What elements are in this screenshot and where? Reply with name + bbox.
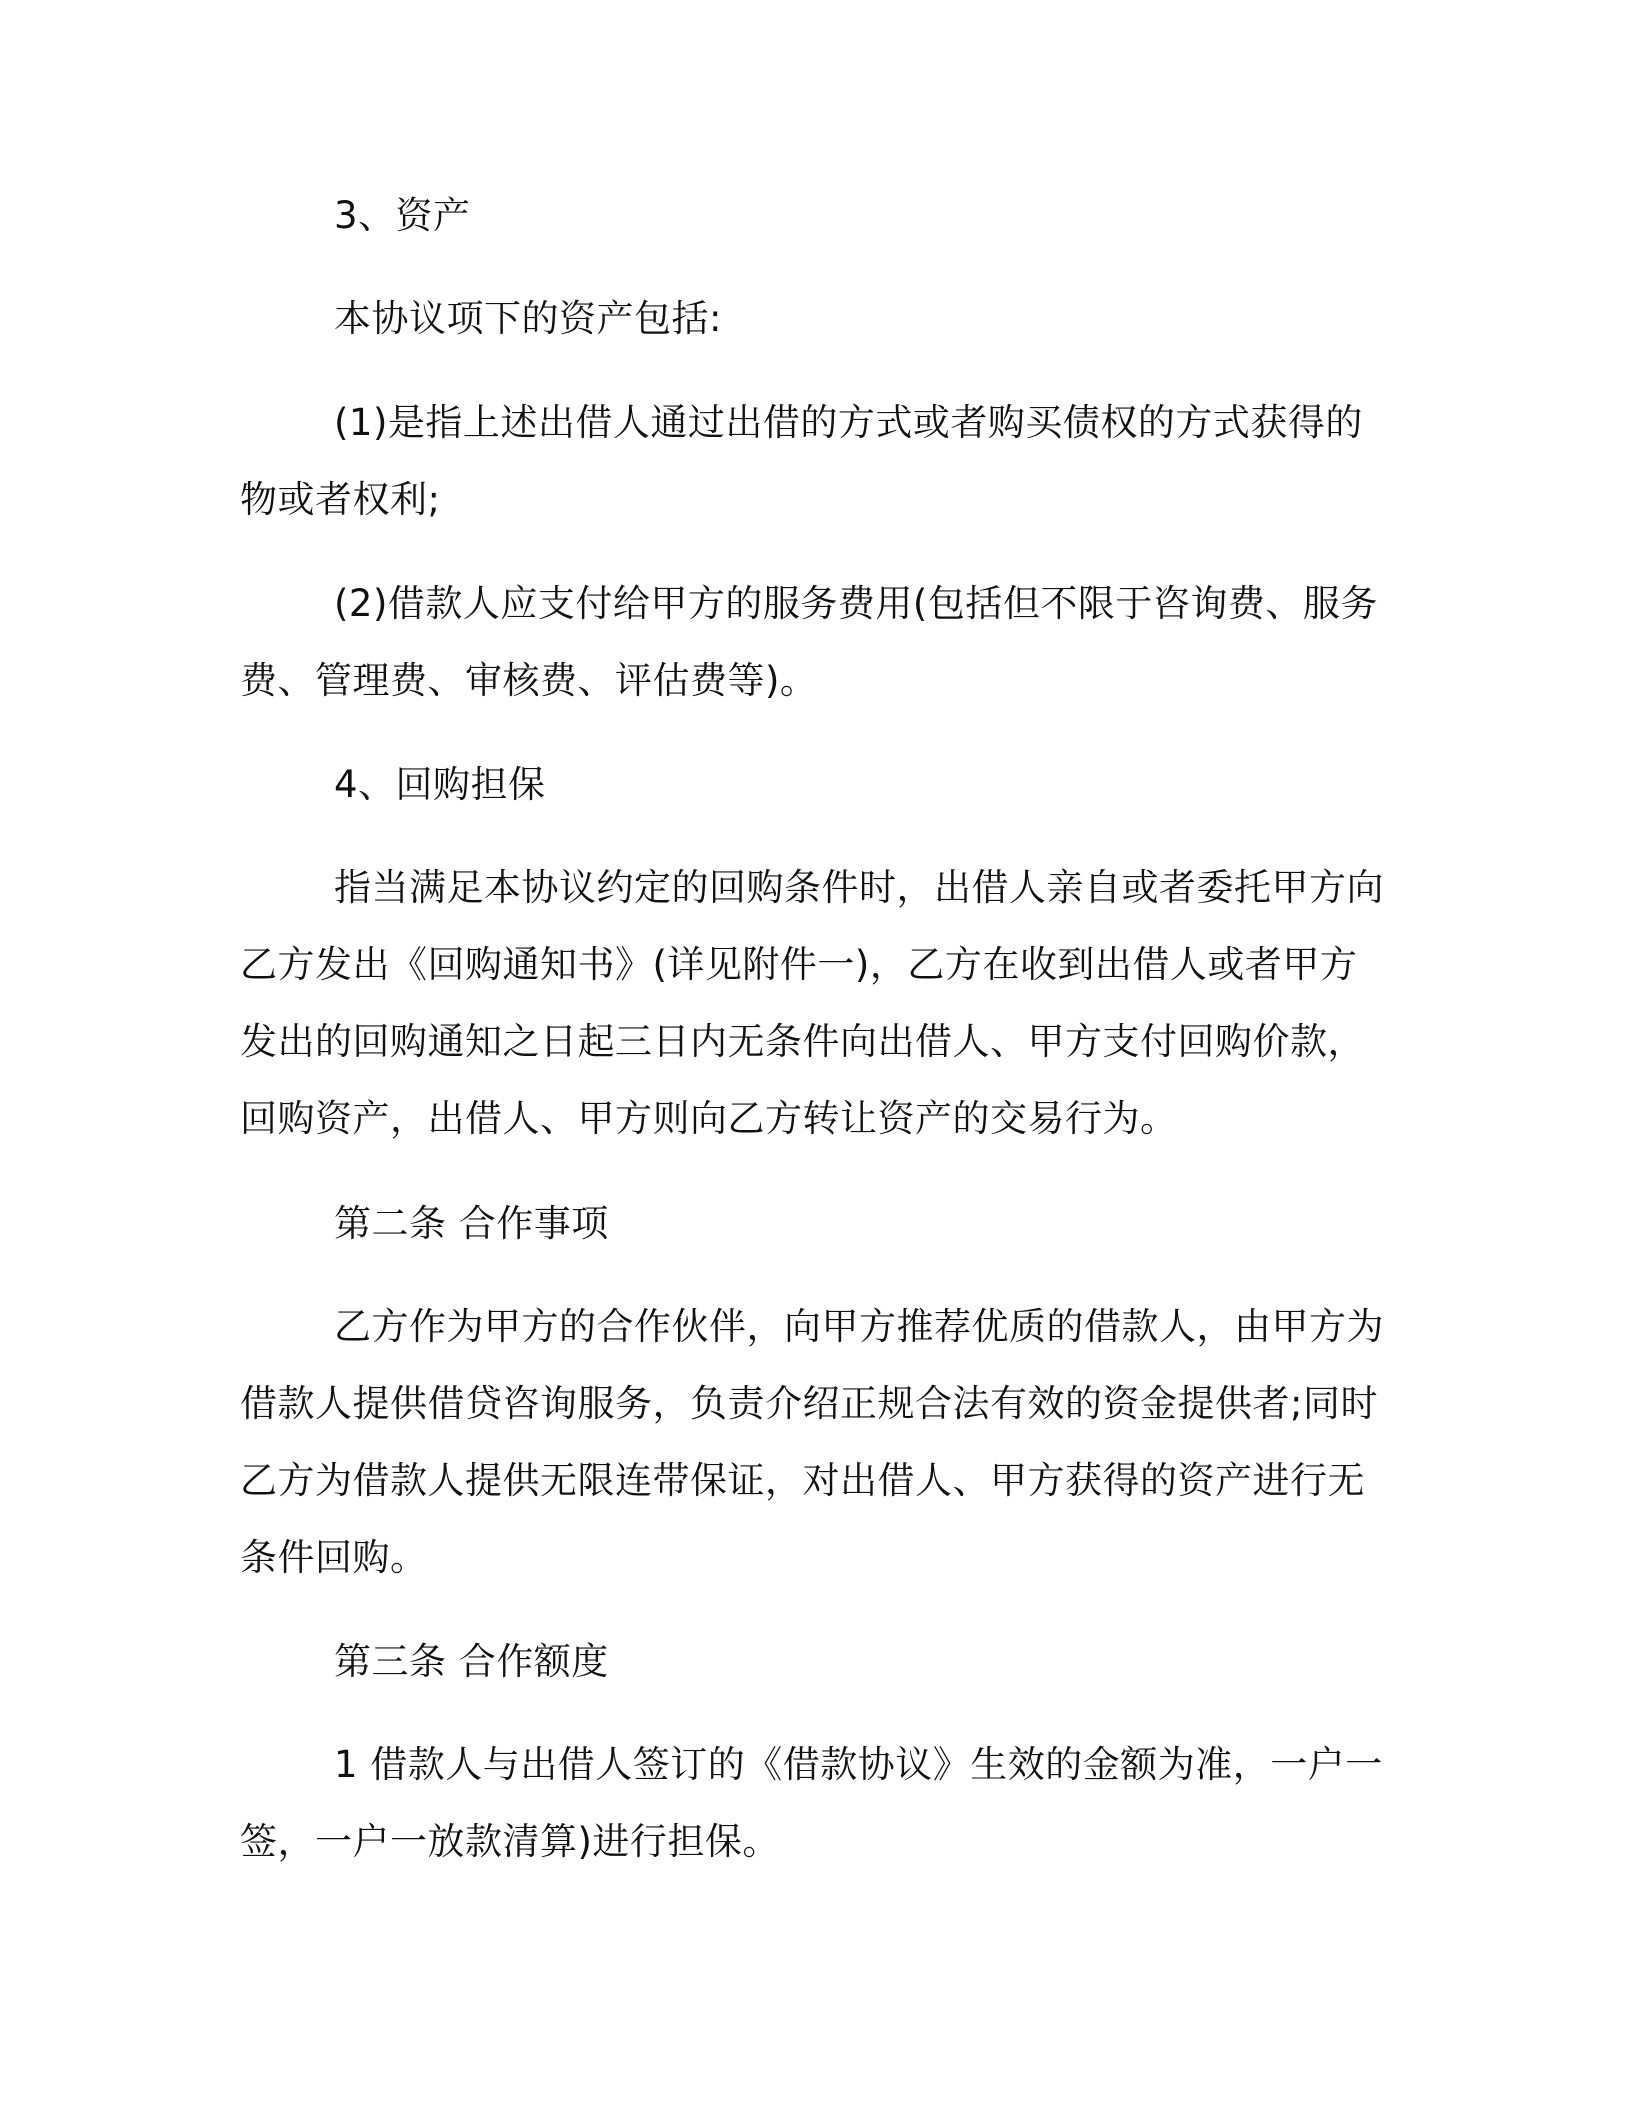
- article-heading-2: 第二条 合作事项: [334, 1202, 609, 1245]
- paragraph-assets-item-1: (1)是指上述出借人通过出借的方式或者购买债权的方式获得的物或者权利;: [240, 401, 1363, 521]
- article-heading-3: 第三条 合作额度: [334, 1640, 609, 1683]
- section-heading-buyback: 4、回购担保: [334, 763, 546, 806]
- paragraph-assets-intro: 本协议项下的资产包括:: [334, 297, 722, 340]
- paragraph-assets-item-2: (2)借款人应支付给甲方的服务费用(包括但不限于咨询费、服务费、管理费、审核费、评估费等)。: [240, 582, 1378, 702]
- paragraph-buyback-definition: 指当满足本协议约定的回购条件时，出借人亲自或者委托甲方向乙方发出《回购通知书》(详见附件一)，乙方在收到出借人或者甲方发出的回购通知之日起三日内无条件向出借人、甲方支付回购价款，回购资产，出借人、甲方则向乙方转让资产的交易行为。: [240, 866, 1384, 1140]
- paragraph-cooperation-matters: 乙方作为甲方的合作伙伴，向甲方推荐优质的借款人，由甲方为借款人提供借贷咨询服务，负责介绍正规合法有效的资金提供者;同时乙方为借款人提供无限连带保证，对出借人、甲方获得的资产进行无条件回购。: [240, 1305, 1384, 1579]
- section-heading-assets: 3、资产: [334, 194, 471, 237]
- paragraph-cooperation-amount: 1 借款人与出借人签订的《借款协议》生效的金额为准，一户一签，一户一放款清算)进行担保。: [240, 1743, 1383, 1863]
